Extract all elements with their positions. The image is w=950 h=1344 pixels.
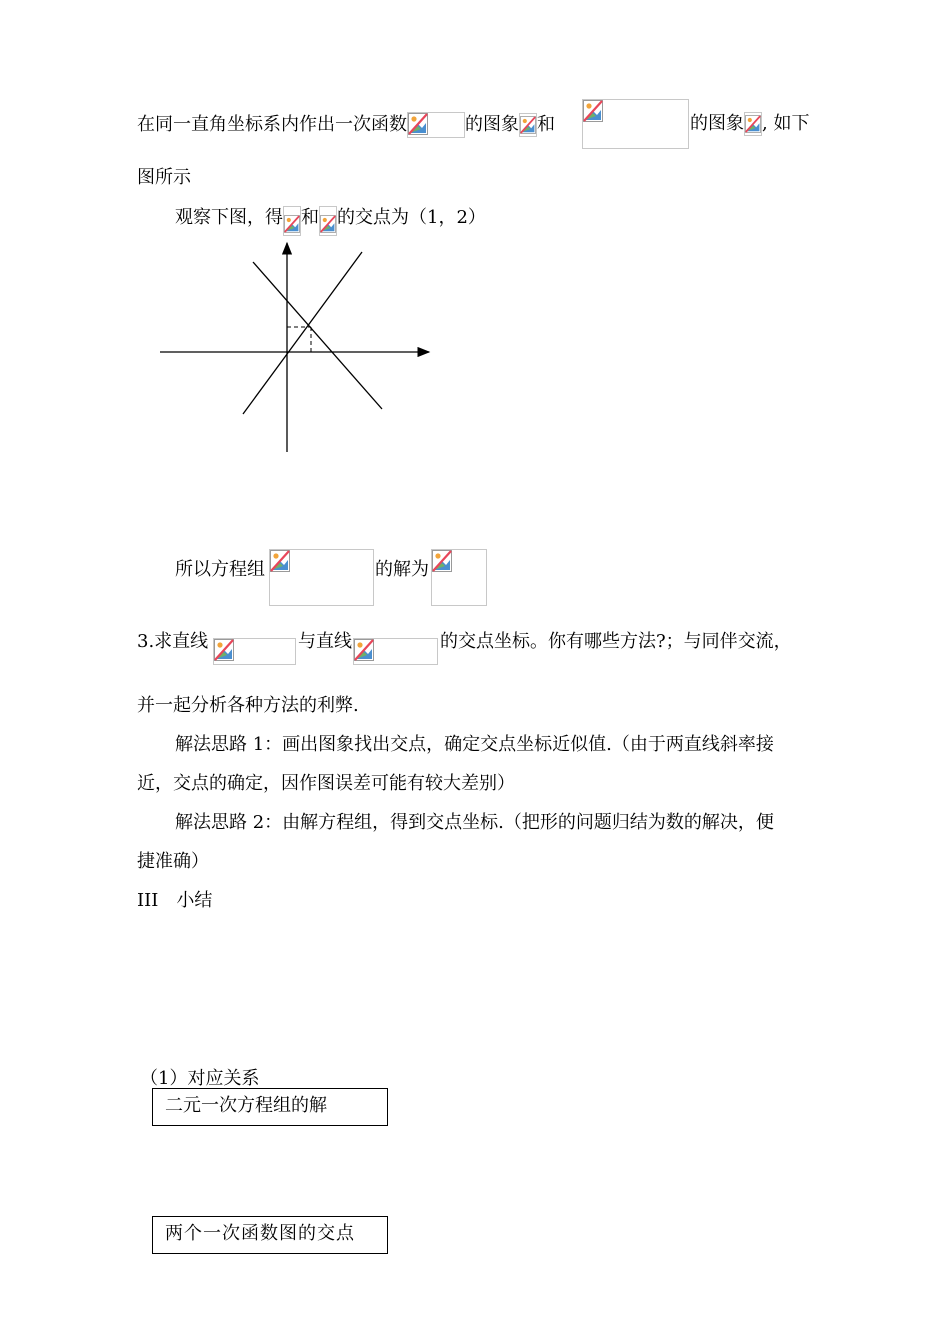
para3-text-1: 所以方程组 <box>175 559 265 580</box>
formula-image-l2-ref <box>319 206 337 236</box>
para1-line1-end <box>690 112 809 136</box>
broken-image-icon <box>745 113 761 135</box>
para1-text-4: 的图象 <box>690 113 744 134</box>
broken-image-icon <box>520 114 536 136</box>
section-heading: III 小结 <box>137 890 213 911</box>
broken-image-icon <box>432 550 452 572</box>
para2-text-1: 观察下图，得 <box>175 207 283 228</box>
formula-image-l2 <box>744 112 762 136</box>
para3-text-2: 的解为 <box>375 559 429 580</box>
formula-image-y2 <box>582 99 689 149</box>
para1-text-3: 和 <box>537 114 555 135</box>
method2-line1: 解法思路 2：由解方程组，得到交点坐标.（把形的问题归结为数的解决，便 <box>175 812 774 833</box>
summary-box-intersection: 两个一次函数图的交点 <box>152 1216 388 1254</box>
broken-image-icon <box>408 113 428 135</box>
formula-image-solution <box>431 549 487 606</box>
para2-text-3: 的交点为（1，2） <box>337 207 486 228</box>
para1-line2: 图所示 <box>137 167 191 188</box>
para2-line <box>175 206 486 236</box>
para4-text-2: 与直线 <box>298 631 352 652</box>
summary-subtitle: （1）对应关系 <box>140 1068 260 1089</box>
para1-text-2: 的图象 <box>465 114 519 135</box>
broken-image-icon <box>583 100 603 122</box>
broken-image-icon <box>270 550 290 572</box>
formula-image-l1 <box>519 113 537 137</box>
summary-box-solution: 二元一次方程组的解 <box>152 1088 388 1126</box>
broken-image-icon <box>354 639 374 661</box>
para2-text-2: 和 <box>301 207 319 228</box>
para1-line1 <box>137 112 555 138</box>
para4-text-3: 的交点坐标。你有哪些方法?；与同伴交流， <box>440 631 792 652</box>
method1-line1: 解法思路 1：画出图象找出交点，确定交点坐标近似值.（由于两直线斜率接 <box>175 734 774 755</box>
formula-image-l1-ref <box>283 206 301 236</box>
line-increasing <box>243 252 362 414</box>
para4-text-1: 3.求直线 <box>137 631 209 652</box>
line-decreasing <box>253 262 382 409</box>
method2-line2: 捷准确） <box>137 851 209 872</box>
formula-image-y1 <box>407 112 465 138</box>
para4-line2: 并一起分析各种方法的利弊. <box>137 695 359 716</box>
para1-text-5: , 如下 <box>762 113 810 134</box>
broken-image-icon <box>214 639 234 661</box>
method1-line2: 近，交点的确定，因作图误差可能有较大差别） <box>137 773 515 794</box>
broken-image-icon <box>320 213 336 235</box>
coordinate-graph <box>155 240 440 455</box>
formula-image-line-a <box>213 638 296 665</box>
formula-image-system <box>269 549 374 606</box>
broken-image-icon <box>284 213 300 235</box>
formula-image-line-b <box>353 638 438 665</box>
para1-text-1: 在同一直角坐标系内作出一次函数 <box>137 114 407 135</box>
